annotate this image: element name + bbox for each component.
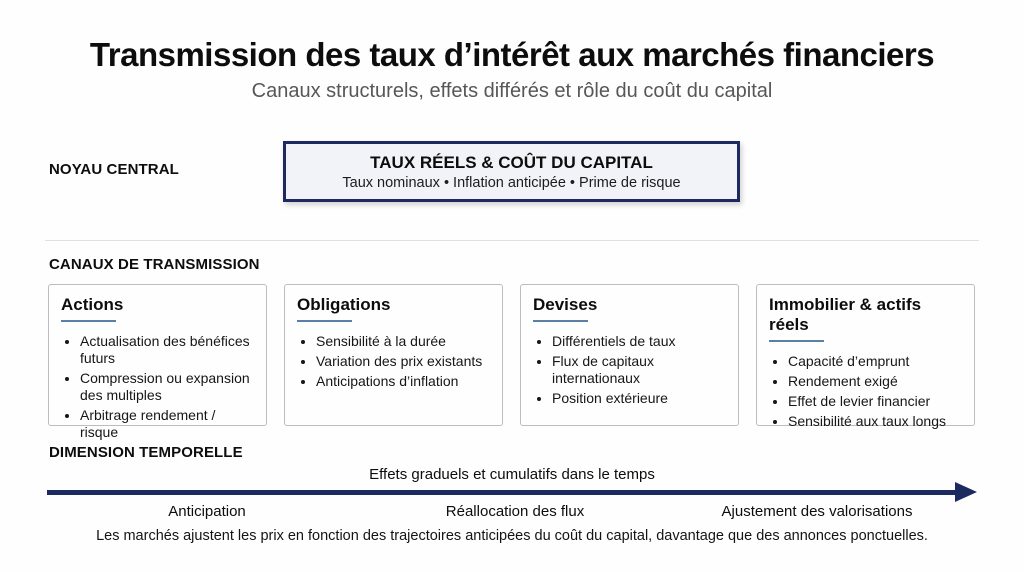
card-bullet-list xyxy=(61,333,254,441)
timeline-stage-anticipation: Anticipation xyxy=(168,503,246,520)
timeline-axis-caption: Effets graduels et cumulatifs dans le temps xyxy=(369,466,655,483)
page-title: Transmission des taux d’intérêt aux marchés financiers xyxy=(89,36,935,73)
card-title-underline xyxy=(769,340,824,342)
card-bullet-list xyxy=(533,333,726,407)
bullet-item: • Actualisation des bénéfices futurs xyxy=(80,333,254,367)
section-label-noyau-central: NOYAU CENTRAL xyxy=(49,161,179,178)
timeline-arrow-head-icon xyxy=(955,482,977,502)
core-box-title: TAUX RÉELS & COÛT DU CAPITAL xyxy=(370,152,653,172)
bullet-item: • Rendement exigé xyxy=(788,373,962,390)
bullet-item: • Effet de levier financier xyxy=(788,393,962,410)
card-actions xyxy=(48,284,267,441)
card-bullet-list xyxy=(297,333,490,390)
timeline-arrow-line xyxy=(47,490,957,495)
bullet-item: • Capacité d’emprunt xyxy=(788,353,962,370)
card-title: Actions xyxy=(61,295,124,314)
card-devises xyxy=(520,284,739,426)
bullet-item: • Sensibilité à la durée xyxy=(316,333,490,350)
channel-cards-row xyxy=(48,284,975,441)
bullet-item: • Arbitrage rendement / risque xyxy=(80,407,254,441)
card-title-underline xyxy=(533,320,588,322)
card-title: Obligations xyxy=(297,295,391,314)
bullet-item: • Sensibilité aux taux longs xyxy=(788,413,962,430)
bullet-item: • Compression ou expansion des multiples xyxy=(80,370,254,404)
card-immobilier-actifs-reels xyxy=(756,284,975,430)
section-label-canaux-transmission: CANAUX DE TRANSMISSION xyxy=(49,256,260,273)
card-title: Immobilier & actifs réels xyxy=(769,295,922,334)
timeline-stage-reallocation: Réallocation des flux xyxy=(445,503,585,520)
section-label-dimension-temporelle: DIMENSION TEMPORELLE xyxy=(49,444,243,461)
core-box-subtitle: Taux nominaux • Inflation anticipée • Prime de risque xyxy=(342,174,681,191)
page-subtitle: Canaux structurels, effets différés et rôle du coût du capital xyxy=(251,80,773,102)
core-box-taux-reels xyxy=(283,141,740,202)
bullet-item: • Position extérieure xyxy=(552,390,726,407)
bullet-item: • Flux de capitaux internationaux xyxy=(552,353,726,387)
card-obligations xyxy=(284,284,503,426)
card-title: Devises xyxy=(533,295,598,314)
timeline-stage-ajustement: Ajustement des valorisations xyxy=(721,503,913,520)
horizontal-divider xyxy=(45,240,979,241)
card-title-underline xyxy=(297,320,352,322)
bullet-item: • Anticipations d’inflation xyxy=(316,373,490,390)
footnote: Les marchés ajustent les prix en fonction des trajectoires anticipées du coût du capital, davantage que des annonces ponctuelles. xyxy=(96,528,928,544)
card-bullet-list xyxy=(769,353,962,430)
card-title-underline xyxy=(61,320,116,322)
bullet-item: • Variation des prix existants xyxy=(316,353,490,370)
bullet-item: • Différentiels de taux xyxy=(552,333,726,350)
